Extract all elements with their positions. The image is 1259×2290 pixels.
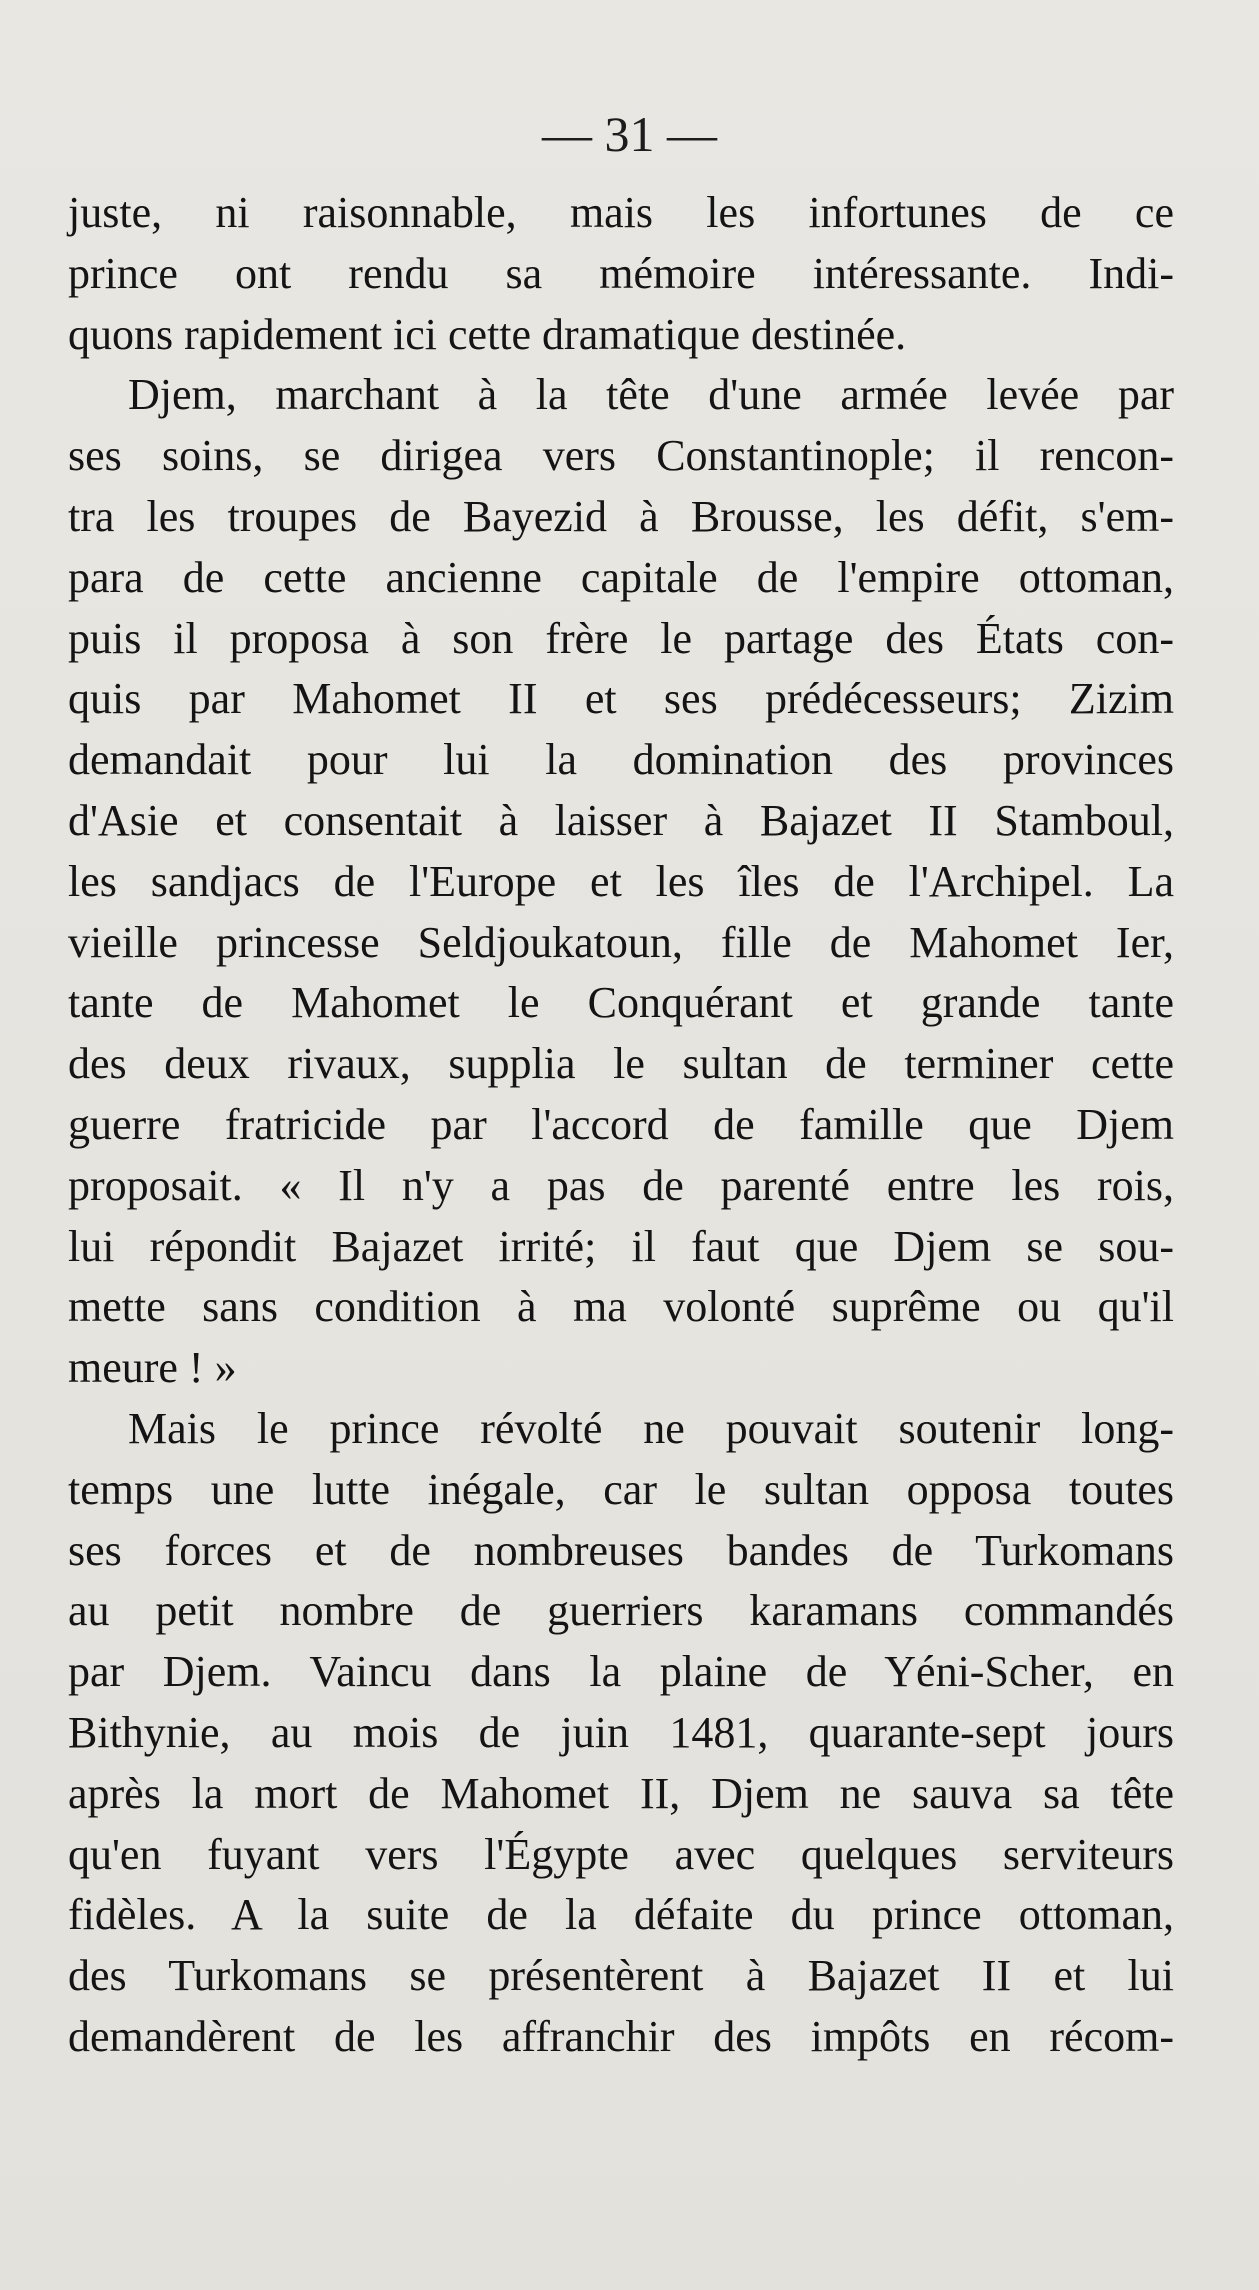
text-line: guerre fratricide par l'accord de famille que Djem: [68, 1099, 1174, 1149]
body-text: [68, 183, 1174, 2068]
text-line: vieille princesse Seldjoukatoun, fille de Mahomet Ier,: [68, 917, 1174, 967]
text-line: Mais le prince révolté ne pouvait soutenir long-: [128, 1403, 1174, 1453]
text-line: tra les troupes de Bayezid à Brousse, les défit, s'em-: [68, 491, 1174, 541]
text-line: les sandjacs de l'Europe et les îles de l'Archipel. La: [68, 856, 1174, 906]
text-line: demandèrent de les affranchir des impôts en récom-: [68, 2011, 1174, 2061]
text-line: demandait pour lui la domination des provinces: [68, 735, 1174, 785]
text-line: lui répondit Bajazet irrité; il faut que Djem se sou-: [68, 1221, 1174, 1271]
text-line: proposait. « Il n'y a pas de parenté entre les rois,: [68, 1160, 1174, 1210]
text-line: para de cette ancienne capitale de l'empire ottoman,: [68, 552, 1174, 602]
text-line: ses forces et de nombreuses bandes de Turkomans: [68, 1525, 1174, 1575]
text-line: par Djem. Vaincu dans la plaine de Yéni-Scher, en: [68, 1647, 1174, 1697]
text-line: fidèles. A la suite de la défaite du prince ottoman,: [68, 1890, 1174, 1940]
text-line: d'Asie et consentait à laisser à Bajazet II Stamboul,: [68, 795, 1174, 845]
text-line: tante de Mahomet le Conquérant et grande tante: [68, 978, 1174, 1028]
text-line: des Turkomans se présentèrent à Bajazet II et lui: [68, 1951, 1174, 2001]
text-line: puis il proposa à son frère le partage des États con-: [68, 613, 1174, 663]
text-line: meure ! »: [68, 1343, 237, 1393]
text-line: juste, ni raisonnable, mais les infortunes de ce: [68, 188, 1174, 237]
text-line: au petit nombre de guerriers karamans commandés: [68, 1586, 1174, 1636]
text-line: quons rapidement ici cette dramatique destinée.: [68, 309, 907, 359]
text-line: Djem, marchant à la tête d'une armée levée par: [128, 370, 1174, 420]
text-line: Bithynie, au mois de juin 1481, quarante-sept jours: [68, 1707, 1174, 1757]
text-line: prince ont rendu sa mémoire intéressante. Indi-: [68, 248, 1174, 298]
text-line: mette sans condition à ma volonté suprême ou qu'il: [68, 1282, 1174, 1332]
text-line: des deux rivaux, supplia le sultan de terminer cette: [68, 1039, 1174, 1089]
text-line: temps une lutte inégale, car le sultan opposa toutes: [68, 1464, 1174, 1514]
text-line: quis par Mahomet II et ses prédécesseurs; Zizim: [68, 674, 1174, 724]
text-line: après la mort de Mahomet II, Djem ne sauva sa tête: [68, 1768, 1174, 1818]
text-line: qu'en fuyant vers l'Égypte avec quelques serviteurs: [68, 1829, 1174, 1879]
page-number: — 31 —: [542, 106, 717, 162]
text-line: ses soins, se dirigea vers Constantinople; il rencon-: [68, 431, 1174, 481]
